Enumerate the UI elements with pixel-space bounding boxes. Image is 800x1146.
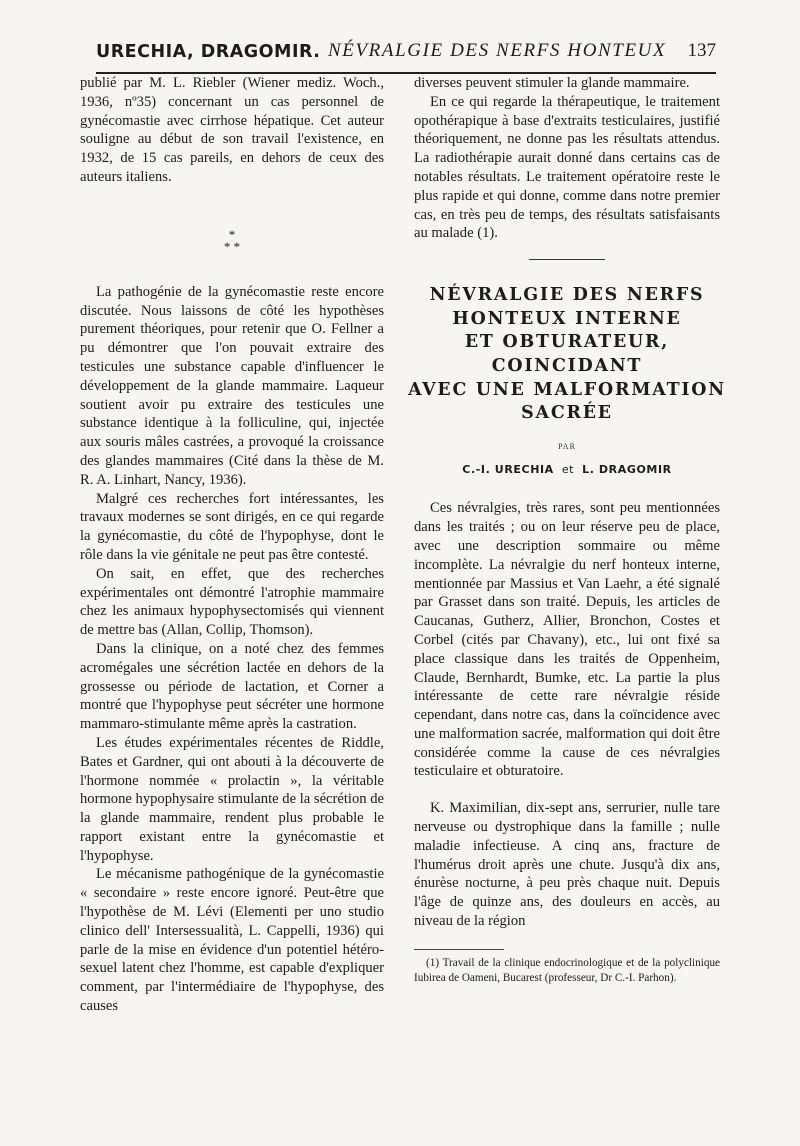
author-name: C.-I. URECHIA: [462, 462, 554, 476]
article-title-line: ET OBTURATEUR,: [464, 332, 670, 353]
section-asterism: [80, 226, 384, 254]
paragraph: En ce qui regarde la thérapeutique, le traitement opothérapique à base d'extraits testiculaires, justifié théoriquement, ne donne pas les résultats attendus. La radiothérapie aurait donné dans certains cas de notables résultats. Le traitement opératoire reste le plus rapide et qui donne, comme dans notre premier cas, en très peu de temps, des résultats satisfaisants au malade (1).: [414, 93, 720, 242]
paragraph: diverses peuvent stimuler la glande mammaire.: [414, 75, 690, 91]
article-title-line: AVEC UNE MALFORMATION: [408, 379, 726, 400]
paragraph: Les études expérimentales récentes de Riddle, Bates et Gardner, qui ont abouti à la découverte de l'hormone nommée « prolactin », la véritable hormone hypophysaire stimulante de la sécrétion de la glande mammaire, rendent plus probable le rapport existant entre la gynécomastie et l'hypophyse.: [80, 734, 384, 864]
footnote: (1) Travail de la clinique endocrinologique et de la polyclinique Iubirea de Oameni, Bucarest (professeur, Dr C.-I. Parhon).: [414, 956, 720, 984]
footnote-divider: [414, 949, 504, 950]
left-column: [80, 74, 384, 1016]
byline-et: et: [561, 462, 575, 476]
byline: [414, 461, 720, 480]
header-running-title: NÉVRALGIE DES NERFS HONTEUX: [328, 40, 667, 61]
article-title-line: NÉVRALGIE DES NERFS: [429, 285, 705, 306]
author-name: L. DRAGOMIR: [582, 462, 672, 476]
byline-par: PAR: [558, 441, 576, 451]
paragraph: Le mécanisme pathogénique de la gynécomastie « secondaire » reste encore ignoré. Peut-être que l'hypothèse de M. Lévi (Elementi per uno studio clinico dell' Intersessualità, L. Cappelli, 1936) qui parle de la mise en évidence d'un potentiel hétéro-sexuel latent chez l'homme, est capable d'expliquer comment, par l'intermédiaire de l'hypophyse, des causes: [80, 866, 384, 1015]
article-title-line: SACRÉE: [521, 403, 613, 424]
paragraph: La pathogénie de la gynécomastie reste encore discutée. Nous laissons de côté les hypothèses purement théoriques, pour retenir que O. Fellner a pu démontrer que l'on pouvait extraire des testicules une substance capable d'influencer le développement de la glande mammaire. Laqueur soutient avoir pu extraire des testicules une substance identique à la folliculine, qui, injectée aux souris mâles castrées, a provoqué la croissance des glandes mammaires (Cité dans la thèse de M. R. A. Linhart, Nancy, 1936).: [80, 283, 384, 488]
paragraph: Malgré ces recherches fort intéressantes, les travaux modernes se sont dirigés, en ce qui regarde la gynécomastie, du côté de l'hypophyse, dont le rôle dans la vie génitale ne peut pas être contesté.: [80, 490, 384, 563]
paragraph: On sait, en effet, que des recherches expérimentales ont démontré l'atrophie mammaire chez les animaux hypophysectomisés qui viennent de mettre bas (Allan, Collip, Thomson).: [80, 565, 384, 639]
page-number: 137: [687, 40, 716, 61]
section-divider: [529, 259, 605, 260]
header-authors: URECHIA, DRAGOMIR.: [96, 42, 321, 62]
article-title: [408, 284, 726, 426]
paragraph: Ces névralgies, très rares, sont peu mentionnées dans les traités ; ou on leur réserve peu de place, avec une description sommaire ou même incomplète. La névralgie du nerf honteux interne, mentionnée par Massius et Van Laehr, a été signalé par Grasset dans son traité. Depuis, les articles de Caucanas, Gutherz, Allier, Bronchon, Costes et Corbel (cités par Chavany), etc., lui ont fixé sa place classique dans les traités de Oppenheim, Claude, Bernhardt, Bumke, etc. La partie la plus intéressante de cette rare névralgie réside cependant, dans notre cas, dans la coïncidence avec une malformation sacrée, malformation qui doit être considérée comme la cause de ces névralgies testiculaire et obturatoire.: [414, 500, 720, 780]
right-column: [408, 74, 726, 986]
paragraph: K. Maximilian, dix-sept ans, serrurier, nulle tare nerveuse ou dystrophique dans la famille ; nulle maladie infectieuse. A cinq ans, fracture de l'humérus droit après une chute. Jusqu'à dix ans, énurèse nocturne, à peu près chaque nuit. Depuis l'âge de quinze ans, des douleurs en accès, au niveau de la région: [414, 800, 720, 930]
paragraph: Dans la clinique, on a noté chez des femmes acromégales une sécrétion lactée en dehors de la grossesse ou période de lactation, et Corner a montré que l'hypophyse peut sécréter une hormone mammaro-stimulante même après la castration.: [80, 640, 384, 733]
article-title-line: COINCIDANT: [491, 355, 643, 376]
running-header: [96, 38, 716, 74]
asterism-bottom: * *: [223, 238, 241, 254]
paragraph: publié par M. L. Riebler (Wiener mediz. Woch., 1936, nº35) concernant un cas personnel de gynécomastie avec cirrhose hépatique. Cet auteur souligne au début de son travail l'existence, en 1932, de 15 cas pareils, en dehors de ceux des auteurs italiens.: [80, 75, 384, 185]
asterism-top: *: [228, 226, 236, 242]
article-title-line: HONTEUX INTERNE: [452, 308, 682, 329]
